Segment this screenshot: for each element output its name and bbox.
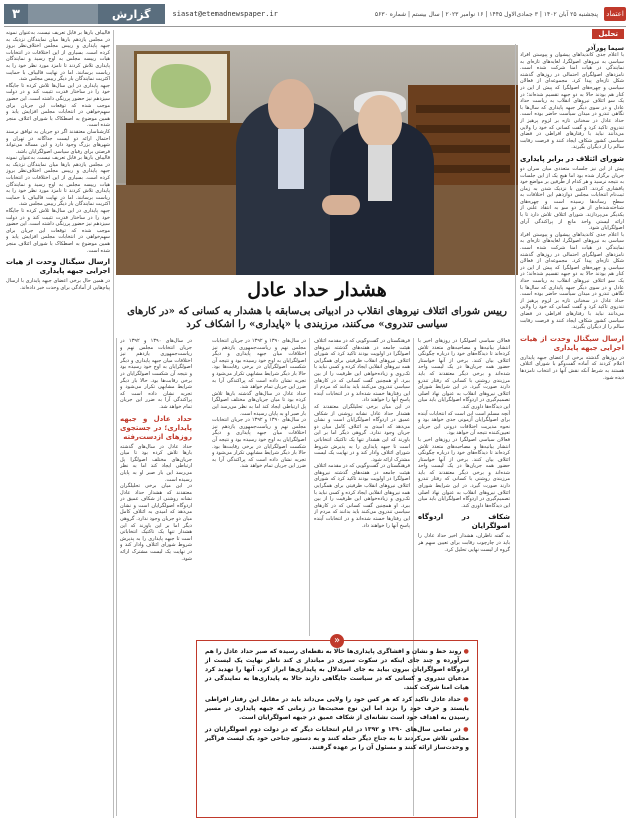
col2-text-1b: فرهنگستان در گفت‌وگویی که در مقدمه ائتلاف هیئت جامعه در هفته‌های گذشته نیروهای اصولگرا در اولویت بودند تاکید کرد که شورای ائتلاف نیروهای انقلاب ظرفیتی برای همگرایی همه نیروهای انقلابی ایجاد کرده و کسی نباید با تک‌روی و زیاده‌خواهی این ظرفیت را از بین ببرد. او همچنین گفت کسانی که در کارهای سیاسی تندروی می‌کنند باید بدانند که مردم از این رفتارها خسته شده‌اند و در انتخابات آینده پاسخ آنها را خواهند داد.: [314, 463, 410, 529]
col4-text-3: به گفته ناظران، هشدار اخیر حداد عادل را باید در چارچوب رقابت برای تعیین سهم هر گروه از لیست نهایی تحلیل کرد.: [418, 533, 510, 553]
col6-text-1: در سال‌های ۱۳۹۰ و ۱۳۹۲ در جریان انتخابات مجلس نهم و ریاست‌جمهوری یازدهم نیز اختلافات میان جبهه پایداری و دیگر اصولگرایان به اوج خود رسیده بود و نتیجه آن شکست اصولگرایان در برخی رقابت‌ها بود. حالا بار دیگر شرایط مشابهی تکرار می‌شود و تجربه نشان داده است که پراکندگی آرا به ضرر این جریان تمام خواهد شد.: [120, 338, 192, 410]
column-divider-2: [309, 338, 310, 636]
col5-text-1b: قالیباف بارها بر قابل تعریف نیست. به‌عنوان نمونه در مجلس یازدهم بارها میان نمایندگان نزدیک به جبهه پایداری و رییس مجلس اختلاف‌نظر بروز کرده است. بسیاری از این اختلافات در انتخابات هیات رییسه مجلس به اوج رسید و نمایندگان پایداری تلاش کردند تا نامزد مورد نظر خود را به ریاست برسانند. اما در نهایت قالیباف با حمایت اکثریت نمایندگان بار دیگر رییس مجلس شد.: [6, 155, 110, 208]
page-number: ۳: [4, 4, 28, 24]
col2-text-2: در این میان برخی تحلیلگران معتقدند که هشدار حداد عادل نشانه روشنی از شکاف عمیق در اردوگاه اصولگرایان است و نشان می‌دهد که امیدی به ائتلاف کامل میان دو جریان وجود ندارد. گروهی دیگر اما بر این باورند که این هشدار تنها یک تاکتیک انتخاباتی است تا جبهه پایداری را به پذیرش شروط شورای ائتلاف وادار کند و در نهایت یک لیست مشترک ارائه شود.: [314, 403, 410, 463]
col1-text-1: با اعلام جدی کاندیداهای پیشوان و پیوستن افراد سیاسی به نیروهای اصولگرا، لغایه‌های تازه‌ای به نمایندگی در هیات امنا شرکت شده است. نامزدهای اصولگرای احتمالی در روزهای گذشته شکل تازه‌ای پیدا کرد. مجموعه‌ای از فعالان سیاسی و چهره‌های اصولگرا که پیش از این در کنار هم بودند حالا به دو جبهه تقسیم شده‌اند؛ در یک سو ائتلاف نیروهای انقلاب به ریاست حداد عادل و در سوی دیگر جبهه پایداری که سال‌ها با نگاهی تندرو در میدان سیاست حاضر بوده است. حداد عادل در سخنانی تازه بر لزوم پرهیز از تندروی تاکید کرد و گفت کسانی که خود را ولایی می‌دانند نباید با رفتارهای افراطی در فضای سیاسی کشور شکاف ایجاد کنند و فرصت رقابت سالم را از دیگران بگیرند.: [520, 52, 624, 151]
col1-heading-1: شورای ائتلاف در برابر پایداری: [520, 154, 624, 163]
quote-bullet-1: ● روند خط و نشان و افشاگری پایداری‌ها حالا به نقطه‌ای رسیده که صبر حداد عادل را هم سرآورده و چند جای اینکه در سکوت سیری در میاندار ی کند ناظر نهایت یک لیست از اردوگاه اصولگرایان بیرون بیاید به جای استدلال به پایداری‌ها ابراز کرد. آنها را تهدید کرد مدعیان تندروی و کسانی که در سیاست جایگاهی دارند حالا به پایداری‌ها به نمایندگی در هیات امنا شرکت کنند.: [205, 648, 469, 691]
col5-text-3: کارشناسان معتقدند اگر دو جریان به توافق نرسند احتمال ارائه دو لیست جداگانه در تهران و شهرهای بزرگ وجود دارد و این مساله می‌تواند فرصتی برای رقبای سیاسی اصولگرایان باشد.: [6, 128, 110, 155]
headline: هشدار حداد عادل: [247, 279, 387, 301]
pull-quote-box: [196, 635, 478, 818]
column-2: [314, 338, 410, 636]
quote-bullet-3: ● در تمامی سال‌های ۱۳۹۰ و ۱۳۹۲ در ایام انتخابات دیگر که در دولت دوم اصولگرایان در مجلس تلاش می‌کردند تا به جناح دیگر حمله کنند و به دستور جناحی خود یک لیست فراگیر و وحدت‌ساز ارائه کنند و مسئول آن را بر عهده گرفتند.: [205, 726, 469, 751]
col5-text-4: در همین حال برخی اعضای جبهه پایداری با ارسال پیام‌هایی از آمادگی برای وحدت خبر داده‌اند.: [6, 278, 110, 291]
newspaper-logo: اعتماد: [604, 7, 626, 21]
col5-heading-1: ارسال سیگنال وحدت از هیات اجرایی جبهه پایداری: [6, 258, 110, 276]
col5-text-2: جبهه پایداری در این سال‌ها تلاش کرده تا جایگاه خود را در ساختار قدرت تثبیت کند و در دولت سیزدهم نیز حضور پررنگی داشته است. این حضور موجب شده که توقعات این جریان برای سهم‌خواهی در انتخابات مجلس افزایش یابد و همین موضوع به اصطکاک با شورای ائتلاف منجر شده است.: [6, 82, 110, 129]
dateline: پنجشنبه ۲۵ آبان ۱۴۰۲ | ۳ جمادی‌الاول ۱۴۴۵ | ۱۶ نوامبر ۲۰۲۳ | سال بیستم | شماره ۵۶۳۰: [374, 10, 598, 18]
page-header: [4, 4, 626, 24]
column-divider-5: [113, 30, 114, 818]
deck-subheadline: رییس شورای ائتلاف نیروهای انقلاب در ادبیاتی بی‌سابقه با هشدار به کسانی که «در کارهای سیاسی تندروی» می‌کنند، مرزبندی با «پایداری» را اشکاف کرد: [127, 306, 507, 330]
col2-text-1: فرهنگستان در گفت‌وگویی که در مقدمه ائتلاف هیئت جامعه در هفته‌های گذشته نیروهای اصولگرا در اولویت بودند تاکید کرد که شورای ائتلاف نیروهای انقلاب ظرفیتی برای همگرایی همه نیروهای انقلابی ایجاد کرده و کسی نباید با تک‌روی و زیاده‌خواهی این ظرفیت را از بین ببرد. او همچنین گفت کسانی که در کارهای سیاسی تندروی می‌کنند باید بدانند که مردم از این رفتارها خسته شده‌اند و در انتخابات آینده پاسخ آنها را خواهند داد.: [314, 338, 410, 404]
col3-text-2: حداد عادل در سال‌های گذشته بارها تلاش کرده بود تا میان جریان‌های مختلف اصولگرا پل ارتباطی ایجاد کند اما به نظر می‌رسد این بار صبر او به پایان رسیده است.: [212, 390, 306, 417]
col1-text-2b: با اعلام جدی کاندیداهای پیشوان و پیوستن افراد سیاسی به نیروهای اصولگرا، لغایه‌های تازه‌ای به نمایندگی در هیات امنا شرکت شده است. نامزدهای اصولگرای احتمالی در روزهای گذشته شکل تازه‌ای پیدا کرد. مجموعه‌ای از فعالان سیاسی و چهره‌های اصولگرا که پیش از این در کنار هم بودند حالا به دو جبهه تقسیم شده‌اند؛ در یک سو ائتلاف نیروهای انقلاب به ریاست حداد عادل و در سوی دیگر جبهه پایداری که سال‌ها با نگاهی تندرو در میدان سیاست حاضر بوده است. حداد عادل در سخنانی تازه بر لزوم پرهیز از تندروی تاکید کرد و گفت کسانی که خود را ولایی می‌دانند نباید با رفتارهای افراطی در فضای سیاسی کشور شکاف ایجاد کنند و فرصت رقابت سالم را از دیگران بگیرند.: [520, 231, 624, 331]
header-rule: [4, 26, 626, 27]
author-byline: سیما پورآذر: [586, 44, 624, 52]
photo-handshake: [322, 195, 360, 215]
col3-text-1b: در سال‌های ۱۳۹۰ و ۱۳۹۲ در جریان انتخابات مجلس نهم و ریاست‌جمهوری یازدهم نیز اختلافات میان جبهه پایداری و دیگر اصولگرایان به اوج خود رسیده بود و نتیجه آن شکست اصولگرایان در برخی رقابت‌ها بود. حالا بار دیگر شرایط مشابهی تکرار می‌شود و تجربه نشان داده است که پراکندگی آرا به ضرر این جریان تمام خواهد شد.: [212, 417, 306, 470]
col4-text-2: آنچه مسلم است این است که انتخابات آینده برای اصولگرایان آزمونی جدی خواهد بود و نحوه مدیریت اختلافات درونی این جریان تعیین‌کننده نتیجه آن خواهد بود.: [418, 410, 510, 437]
quote-mark-icon: «: [330, 634, 344, 648]
section-label: گزارش: [98, 4, 165, 24]
header-left: [4, 4, 278, 24]
col3-text-1: در سال‌های ۱۳۹۰ و ۱۳۹۲ در جریان انتخابات مجلس نهم و ریاست‌جمهوری یازدهم نیز اختلافات میان جبهه پایداری و دیگر اصولگرایان به اوج خود رسیده بود و نتیجه آن شکست اصولگرایان در برخی رقابت‌ها بود. حالا بار دیگر شرایط مشابهی تکرار می‌شود و تجربه نشان داده است که پراکندگی آرا به ضرر این جریان تمام خواهد شد.: [212, 338, 306, 391]
col1-heading-2: ارسال سیگنال وحدت از هیات اجرایی جبهه پایداری: [520, 334, 624, 352]
col4-heading-1: شکاف در اردوگاه اصولگرایان: [418, 513, 510, 531]
column-divider-1: [515, 44, 516, 818]
lead-photo: [116, 45, 518, 275]
column-5: [6, 30, 110, 816]
col4-text-1: فعالان سیاسی اصولگرا در روزهای اخیر با انتشار بیانیه‌ها و مصاحبه‌های متعدد تلاش کرده‌اند تا دیدگاه‌های خود را درباره چگونگی ائتلاف بیان کنند. برخی از آنها خواستار حضور همه جریان‌ها در یک لیست واحد شده‌اند و برخی دیگر معتقدند که باید مرزبندی روشنی با کسانی که رفتار تندرو دارند صورت گیرد. در این شرایط شورای ائتلاف نیروهای انقلاب به عنوان نهاد اصلی تصمیم‌گیری در اردوگاه اصولگرایان باید میان این دیدگاه‌ها داوری کند.: [418, 338, 510, 410]
col6-text-2: حداد عادل در سال‌های گذشته بارها تلاش کرده بود تا میان جریان‌های مختلف اصولگرا پل ارتباطی ایجاد کند اما به نظر می‌رسد این بار صبر او به پایان رسیده است.: [120, 443, 192, 483]
photo-framed-map: [134, 51, 230, 123]
col5-text-2b: جبهه پایداری در این سال‌ها تلاش کرده تا جایگاه خود را در ساختار قدرت تثبیت کند و در دولت سیزدهم نیز حضور پررنگی داشته است. این حضور موجب شده که توقعات این جریان برای سهم‌خواهی در انتخابات مجلس افزایش یابد و همین موضوع به اصطکاک با شورای ائتلاف منجر شده است.: [6, 208, 110, 254]
column-divider-3: [116, 338, 117, 816]
column-3: [212, 338, 306, 636]
column-1: [520, 52, 624, 816]
email-address[interactable]: siasat@etemadnewspaper.ir: [172, 10, 278, 18]
column-6: [120, 338, 192, 816]
col4-text-1b: فعالان سیاسی اصولگرا در روزهای اخیر با انتشار بیانیه‌ها و مصاحبه‌های متعدد تلاش کرده‌اند تا دیدگاه‌های خود را درباره چگونگی ائتلاف بیان کنند. برخی از آنها خواستار حضور همه جریان‌ها در یک لیست واحد شده‌اند و برخی دیگر معتقدند که باید مرزبندی روشنی با کسانی که رفتار تندرو دارند صورت گیرد. در این شرایط شورای ائتلاف نیروهای انقلاب به عنوان نهاد اصلی تصمیم‌گیری در اردوگاه اصولگرایان باید میان این دیدگاه‌ها داوری کند.: [418, 436, 510, 509]
col5-text-1: قالیباف بارها بر قابل تعریف نیست. به‌عنوان نمونه در مجلس یازدهم بارها میان نمایندگان نزدیک به جبهه پایداری و رییس مجلس اختلاف‌نظر بروز کرده است. بسیاری از این اختلافات در انتخابات هیات رییسه مجلس به اوج رسید و نمایندگان پایداری تلاش کردند تا نامزد مورد نظر خود را به ریاست برسانند. اما در نهایت قالیباف با حمایت اکثریت نمایندگان بار دیگر رییس مجلس شد.: [6, 30, 110, 83]
quote-bullet-2: ● حداد عادل تاکید کرد که هر کس خود را ولایی می‌داند باید در مقابل این رفتار افراطی بایستد و حرف خود را بزند اما این نوع صحبت‌ها در زمانی که جبهه پایداری در مسیر رسیدن به اهداف خود است نشانه‌ای از شکاف عمیق در جبهه اصولگرایان است.: [205, 696, 470, 721]
col6-text-3: در این میان برخی تحلیلگران معتقدند که هشدار حداد عادل نشانه روشنی از شکاف عمیق در اردوگاه اصولگرایان است و نشان می‌دهد که امیدی به ائتلاف کامل میان دو جریان وجود ندارد. گروهی دیگر اما بر این باورند که این هشدار تنها یک تاکتیک انتخاباتی است تا جبهه پایداری را به پذیرش شروط شورای ائتلاف وادار کند و در نهایت یک لیست مشترک ارائه شود.: [120, 483, 192, 562]
header-band: [28, 4, 98, 24]
col1-text-2: پیش از این نیز جلسات متعددی میان سران دو جریان برگزار شده بود اما هیچ یک از این جلسات به نتیجه نرسید و هر کدام از طرفین بر مواضع خود پافشاری کردند. اکنون با نزدیک شدن به زمان ثبت‌نام انتخابات مجلس دوازدهم این اختلافات به سطح رسانه‌ها رسیده است و چهره‌های شناخته‌شده‌ای از هر دو سو به انتقاد علنی از یکدیگر می‌پردازند. شورای ائتلاف تلاش دارد تا با ارائه لیستی واحد مانع از پراکندگی آرای اصولگرایان شود.: [520, 165, 624, 232]
photo-desk: [126, 123, 246, 193]
section-tag: تحلیل: [592, 29, 624, 39]
col1-text-3: در روزهای گذشته برخی از اعضای جبهه پایداری اعلام کردند که آماده گفت‌وگو با شورای ائتلاف هستند به شرط آنکه نقش آنها در انتخاب نامزدها دیده شود.: [520, 354, 624, 381]
col6-heading-1: حداد عادل و جبهه پایداری؛ در جستجوی روزهای ازدست‌رفته: [120, 414, 192, 441]
